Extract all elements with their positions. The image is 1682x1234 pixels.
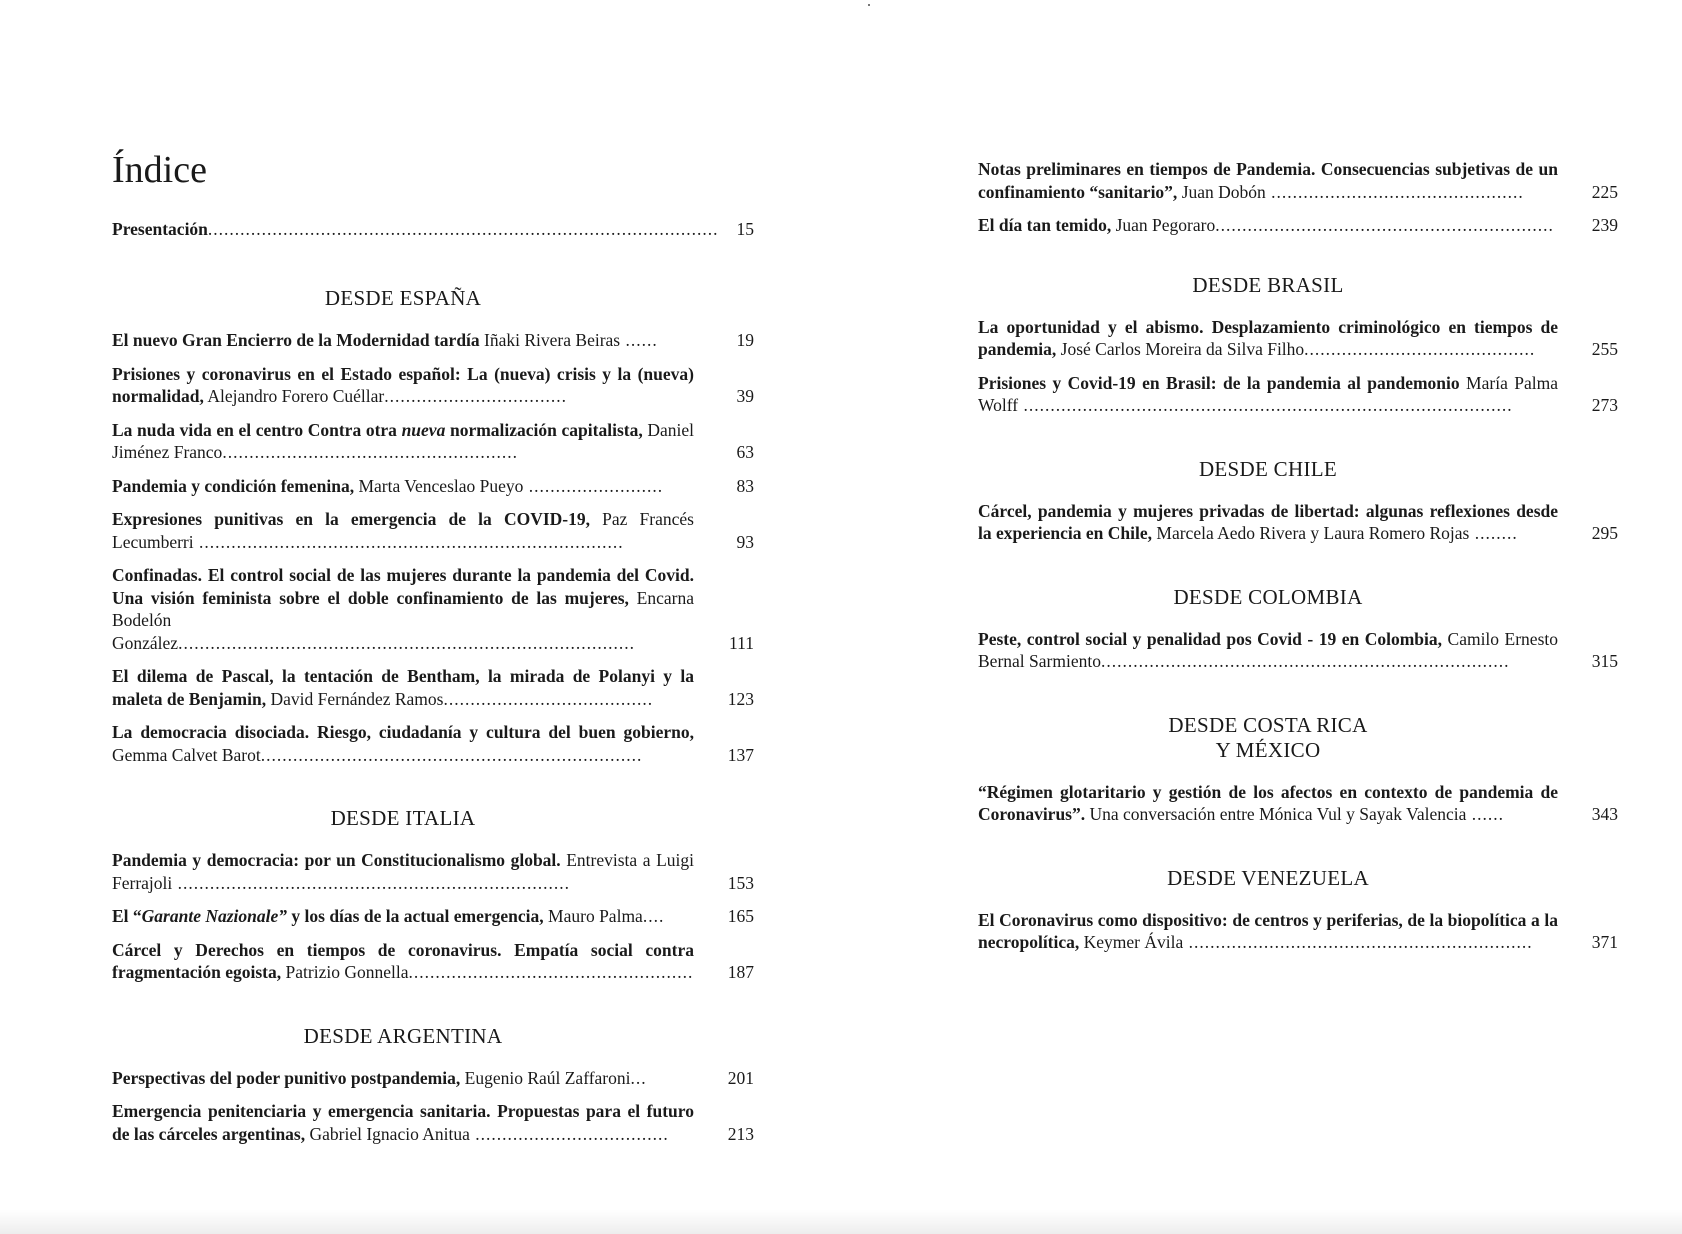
page-number: 315 bbox=[1591, 651, 1618, 671]
entry-title: Notas preliminares en tiempos de Pandemia. Consecuencias subjetivas de un confinamiento “sanitario”, bbox=[978, 159, 1558, 202]
entry-author: Marcela Aedo Rivera y Laura Romero Rojas bbox=[1152, 523, 1470, 543]
entry-author: Juan Pegoraro bbox=[1111, 215, 1216, 235]
entry-title: Perspectivas del poder punitivo postpandemia, bbox=[112, 1067, 461, 1088]
entry-title: El “ bbox=[112, 906, 142, 927]
entry-author: Gemma Calvet Barot bbox=[112, 744, 261, 765]
leader-dots: ......................................................................... bbox=[172, 872, 571, 893]
section-heading-brasil: DESDE BRASIL bbox=[1192, 272, 1344, 297]
leader-dots: ............................................................................................... bbox=[207, 218, 719, 239]
page-number: 63 bbox=[736, 442, 754, 463]
section-heading-colombia: DESDE COLOMBIA bbox=[1173, 584, 1363, 609]
page-number: 225 bbox=[1591, 181, 1618, 202]
entry-author: Daniel Jiménez Franco bbox=[112, 419, 695, 463]
page-number: 153 bbox=[727, 872, 754, 893]
entry-title-emphasis: Garante Nazionale” bbox=[141, 906, 288, 927]
entry-title: Cárcel y Derechos en tiempos de coronavirus. Empatía social contra fragmentación egoista, bbox=[112, 939, 694, 983]
leader-dots: ................................................................ bbox=[1183, 932, 1533, 952]
section-heading-line-2: Y MÉXICO bbox=[1215, 737, 1321, 762]
section-heading-costa-rica-mexico bbox=[978, 713, 1558, 763]
page-number: 15 bbox=[736, 218, 754, 239]
leader-dots: ............................................................................ bbox=[1100, 651, 1510, 671]
page-number: 213 bbox=[727, 1123, 754, 1144]
toc-entry[interactable] bbox=[112, 564, 754, 654]
entry-author: Eugenio Raúl Zaffaroni bbox=[460, 1067, 631, 1088]
toc-entry[interactable] bbox=[112, 363, 754, 408]
entry-title: Peste, control social y penalidad pos Covid - 19 en Colombia, bbox=[978, 628, 1443, 649]
entry-title: Emergencia penitenciaria y emergencia sanitaria. Propuestas para el futuro de las cárceles argentinas, bbox=[112, 1101, 694, 1144]
toc-entry[interactable] bbox=[112, 475, 754, 498]
leader-dots: ....................................................... bbox=[222, 442, 518, 463]
leader-dots: ...... bbox=[1466, 804, 1504, 824]
entry-title-cont: y los días de la actual emergencia, bbox=[287, 906, 544, 927]
entry-title-cont: normalización capitalista, bbox=[445, 419, 643, 440]
leader-dots: ...... bbox=[620, 330, 658, 351]
toc-entry[interactable] bbox=[978, 909, 1618, 954]
leader-dots: ............................................... bbox=[1265, 181, 1524, 202]
entry-author: Gabriel Ignacio Anitua bbox=[305, 1123, 470, 1144]
entry-author: David Fernández Ramos bbox=[266, 688, 444, 709]
leader-dots: ............................................................... bbox=[1215, 215, 1554, 235]
page-number: 39 bbox=[736, 386, 754, 407]
toc-entry[interactable] bbox=[112, 1067, 754, 1090]
page-number: 295 bbox=[1591, 523, 1618, 543]
page-number: 343 bbox=[1591, 804, 1618, 824]
leader-dots: ... bbox=[630, 1067, 647, 1088]
toc-entry[interactable] bbox=[112, 905, 754, 928]
entry-author: José Carlos Moreira da Silva Filho bbox=[1056, 339, 1305, 359]
page-number: 123 bbox=[727, 688, 754, 709]
page-number: 239 bbox=[1591, 215, 1618, 235]
entry-author: Encarna Bodelón González bbox=[112, 587, 695, 653]
section-heading-argentina: DESDE ARGENTINA bbox=[303, 1023, 503, 1048]
leader-dots: ........................................................................................... bbox=[1018, 395, 1513, 415]
toc-entry[interactable] bbox=[978, 372, 1618, 417]
entry-title: Prisiones y Covid-19 en Brasil: de la pandemia al pandemonio bbox=[978, 372, 1460, 393]
entry-author: Iñaki Rivera Beiras bbox=[479, 330, 621, 351]
page-number: 187 bbox=[727, 962, 754, 983]
section-heading-italia: DESDE ITALIA bbox=[330, 806, 476, 831]
index-title: Índice bbox=[112, 149, 207, 191]
page-number: 273 bbox=[1591, 395, 1618, 415]
toc-entry[interactable] bbox=[112, 329, 754, 352]
page-number: 255 bbox=[1591, 339, 1618, 359]
gutter-mark bbox=[868, 4, 870, 6]
entry-author: Una conversación entre Mónica Vul y Sayak Valencia bbox=[1085, 804, 1467, 824]
entry-author: Juan Dobón bbox=[1177, 181, 1266, 202]
leader-dots: .................................... bbox=[469, 1123, 669, 1144]
entry-title: Expresiones punitivas en la emergencia de la COVID-19, bbox=[112, 509, 590, 530]
entry-title: El día tan temido, bbox=[978, 215, 1112, 235]
entry-title-emphasis: nueva bbox=[401, 419, 446, 440]
entry-title: Presentación bbox=[112, 218, 208, 239]
toc-entry[interactable] bbox=[978, 781, 1618, 826]
entry-title: El nuevo Gran Encierro de la Modernidad tardía bbox=[112, 330, 480, 351]
entry-author: Paz Francés Lecumberri bbox=[112, 509, 694, 552]
toc-entry[interactable] bbox=[112, 665, 754, 710]
page-bottom-shadow bbox=[0, 1210, 1682, 1234]
section-heading-line-1: DESDE COSTA RICA bbox=[1168, 712, 1368, 737]
entry-title: El Coronavirus como dispositivo: de centros y periferias, de la biopolítica a la necropolítica, bbox=[978, 909, 1558, 952]
entry-author: Marta Venceslao Pueyo bbox=[354, 475, 524, 496]
toc-entry[interactable] bbox=[112, 419, 754, 464]
toc-entry[interactable] bbox=[112, 939, 754, 984]
toc-entry[interactable] bbox=[978, 214, 1618, 237]
page-number: 111 bbox=[729, 632, 754, 653]
entry-title: Prisiones y coronavirus en el Estado español: La (nueva) crisis y la (nueva) normalidad, bbox=[112, 363, 694, 407]
toc-entry[interactable] bbox=[112, 721, 754, 766]
toc-entry[interactable] bbox=[112, 849, 754, 894]
left-page bbox=[112, 150, 754, 1156]
toc-entry[interactable] bbox=[978, 500, 1618, 545]
page-number: 19 bbox=[736, 330, 754, 351]
leader-dots: ....................................................................... bbox=[260, 744, 643, 765]
toc-entry[interactable] bbox=[978, 628, 1618, 673]
leader-dots: .... bbox=[642, 906, 665, 927]
entry-title: El dilema de Pascal, la tentación de Bentham, la mirada de Polanyi y la maleta de Benjamin, bbox=[112, 666, 694, 709]
page-number: 93 bbox=[736, 531, 754, 552]
entry-author: Patrizio Gonnella bbox=[281, 962, 409, 983]
entry-author: Camilo Ernesto Bernal Sarmiento bbox=[978, 628, 1558, 671]
right-page bbox=[978, 158, 1618, 965]
entry-title: Pandemia y condición femenina, bbox=[112, 475, 355, 496]
section-heading-venezuela: DESDE VENEZUELA bbox=[1167, 865, 1369, 890]
page-number: 371 bbox=[1591, 932, 1618, 952]
section-heading-espana: DESDE ESPAÑA bbox=[324, 286, 482, 311]
leader-dots: .................................. bbox=[384, 386, 567, 407]
page-number: 137 bbox=[727, 744, 754, 765]
entry-author: Alejandro Forero Cuéllar bbox=[203, 386, 385, 407]
section-heading-chile: DESDE CHILE bbox=[1198, 456, 1338, 481]
entry-author: María Palma Wolff bbox=[978, 372, 1558, 415]
leader-dots: ......................... bbox=[523, 475, 664, 496]
entry-author: Entrevista a Luigi Ferrajoli bbox=[112, 850, 694, 893]
toc-entry[interactable] bbox=[112, 1100, 754, 1145]
entry-title: “Régimen glotaritario y gestión de los afectos en contexto de pandemia de Coronavirus”. bbox=[978, 781, 1558, 824]
leader-dots: ..................................................................................... bbox=[178, 632, 635, 653]
entry-title: Confinadas. El control social de las mujeres durante la pandemia del Covid. Una visión feminista sobre el doble confinamiento de las mujeres, bbox=[112, 565, 694, 608]
leader-dots: ..................................................... bbox=[408, 962, 694, 983]
toc-entry-presentation[interactable] bbox=[112, 218, 754, 241]
page-number: 201 bbox=[727, 1067, 754, 1088]
entry-title: Cárcel, pandemia y mujeres privadas de libertad: algunas reflexiones desde la experiencia en Chile, bbox=[978, 500, 1558, 543]
page-number: 165 bbox=[727, 906, 754, 927]
leader-dots: ....................................... bbox=[443, 688, 654, 709]
entry-author: Mauro Palma bbox=[543, 906, 643, 927]
toc-entry[interactable] bbox=[978, 316, 1618, 361]
leader-dots: ........ bbox=[1469, 523, 1518, 543]
toc-entry[interactable] bbox=[112, 508, 754, 553]
entry-title: Pandemia y democracia: por un Constitucionalismo global. bbox=[112, 850, 561, 871]
toc-entry[interactable] bbox=[978, 158, 1618, 203]
entry-title: La nuda vida en el centro Contra otra bbox=[112, 419, 402, 440]
page-number: 83 bbox=[736, 475, 754, 496]
entry-title: La oportunidad y el abismo. Desplazamiento criminológico en tiempos de pandemia, bbox=[978, 316, 1558, 359]
entry-title: La democracia disociada. Riesgo, ciudadanía y cultura del buen gobierno, bbox=[112, 722, 694, 743]
leader-dots: ............................................................................... bbox=[193, 531, 624, 552]
entry-author: Keymer Ávila bbox=[1079, 932, 1184, 952]
leader-dots: ........................................... bbox=[1304, 339, 1536, 359]
